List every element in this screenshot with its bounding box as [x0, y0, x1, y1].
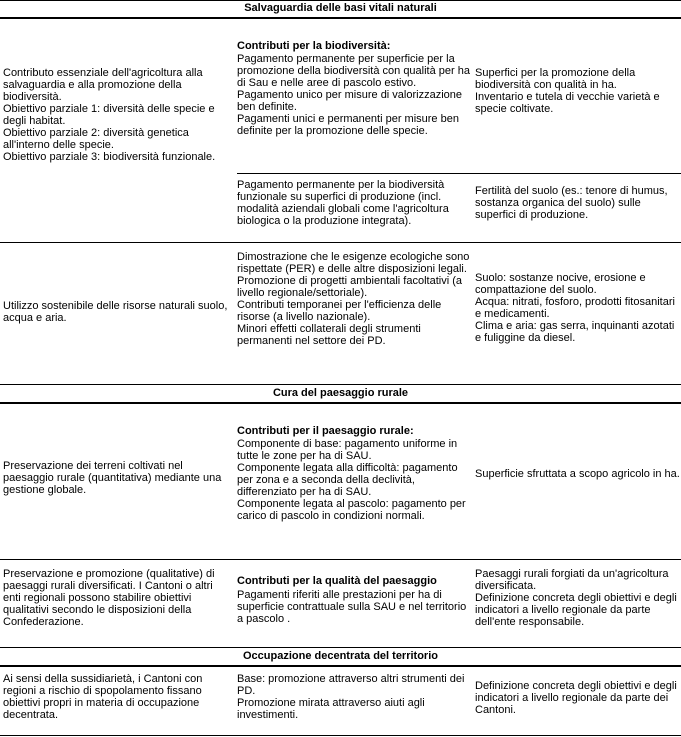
objective-cell: Utilizzo sostenibile delle risorse naturali suolo, acqua e aria.: [3, 300, 228, 324]
measure-heading: Contributi per il paesaggio rurale:: [237, 425, 414, 437]
measure-heading: Contributi per la biodiversità:: [237, 40, 391, 52]
measure-cell: Dimostrazione che le esigenze ecologiche sono rispettate (PER) e delle altre disposizioni legali. Promozione di progetti ambientali facoltativi (a livello regionale/settoriale). Contributi temporanei per l'efficienza delle risorse (a livello nazionale). Minori effetti collaterali degli strumenti permanenti nel settore dei PD.: [237, 251, 470, 347]
measure-cell: Pagamenti riferiti alle prestazioni per ha di superficie contrattuale sulla SAU e nel territorio a pascolo .: [237, 589, 467, 625]
section-title: Occupazione decentrata del territorio: [243, 650, 438, 662]
section-title: Salvaguardia delle basi vitali naturali: [244, 2, 437, 14]
indicator-cell: Paesaggi rurali forgiati da un'agricoltura diversificata. Definizione concreta degli obiettivi e degli indicatori a livello regionale da parte dell'ente responsabile.: [475, 568, 677, 628]
rule: [237, 173, 681, 174]
rule: [0, 17, 681, 19]
measure-cell: Pagamento permanente per la biodiversità funzionale su superfici di produzione (incl. modalità aziendali globali come l'agricoltura biologica o la produzione integrata).: [237, 179, 449, 227]
rule: [0, 384, 681, 385]
rule: [0, 242, 681, 243]
indicator-cell: Superfici per la promozione della biodiversità con qualità in ha. Inventario e tutela di vecchie varietà e specie coltivate.: [475, 67, 660, 115]
rule: [0, 665, 681, 667]
rule: [0, 402, 681, 404]
rule: [0, 647, 681, 648]
indicator-cell: Fertilità del suolo (es.: tenore di humus, sostanza organica del suolo) sulle superfici di produzione.: [475, 185, 668, 221]
objective-cell: Preservazione e promozione (qualitative) di paesaggi rurali diversificati. I Cantoni o altri enti regionali possono stabilire obiettivi qualitativi secondo le disposizioni della Confederazione.: [3, 568, 215, 628]
objective-cell: Preservazione dei terreni coltivati nel paesaggio rurale (quantitativa) mediante una gestione globale.: [3, 460, 222, 496]
section-title: Cura del paesaggio rurale: [272, 387, 409, 399]
indicator-cell: Definizione concreta degli obiettivi e degli indicatori a livello regionale da parte dei Cantoni.: [475, 680, 677, 716]
measure-cell: Base: promozione attraverso altri strumenti dei PD. Promozione mirata attraverso aiuti agli investimenti.: [237, 673, 465, 721]
objective-cell: Ai sensi della sussidiarietà, i Cantoni con regioni a rischio di spopolamento fissano obiettivi propri in materia di occupazione decentrata.: [3, 673, 203, 721]
rule: [0, 559, 681, 560]
measure-cell: Componente di base: pagamento uniforme in tutte le zone per ha di SAU. Componente legata alla difficoltà: pagamento per zona e a seconda della declività, differenziato per ha di SAU. Componente legata al pascolo: pagamento per carico di pascolo in condizioni normali.: [237, 438, 466, 522]
rule: [0, 0, 681, 1]
indicator-cell: Suolo: sostanze nocive, erosione e compattazione del suolo. Acqua: nitrati, fosforo, prodotti fitosanitari e medicamenti. Clima e aria: gas serra, inquinanti azotati e fuliggine da diesel.: [475, 272, 675, 344]
measure-heading: Contributi per la qualità del paesaggio: [237, 575, 437, 587]
rule: [0, 735, 681, 736]
objective-cell: Contributo essenziale dell'agricoltura alla salvaguardia e alla promozione della biodiversità. Obiettivo parziale 1: diversità delle specie e degli habitat. Obiettivo parziale 2: diversità genetica all'interno delle specie. Obiettivo parziale 3: biodiversità funzionale.: [3, 67, 216, 163]
indicator-cell: Superficie sfruttata a scopo agricolo in ha.: [475, 468, 680, 480]
measure-cell: Pagamento permanente per superficie per la promozione della biodiversità con qualità per ha di Sau e nelle aree di pascolo estivo. Pagamento unico per misure di valorizzazione ben definite. Pagamenti unici e permanenti per misure ben definite per la promozione delle specie.: [237, 53, 470, 137]
